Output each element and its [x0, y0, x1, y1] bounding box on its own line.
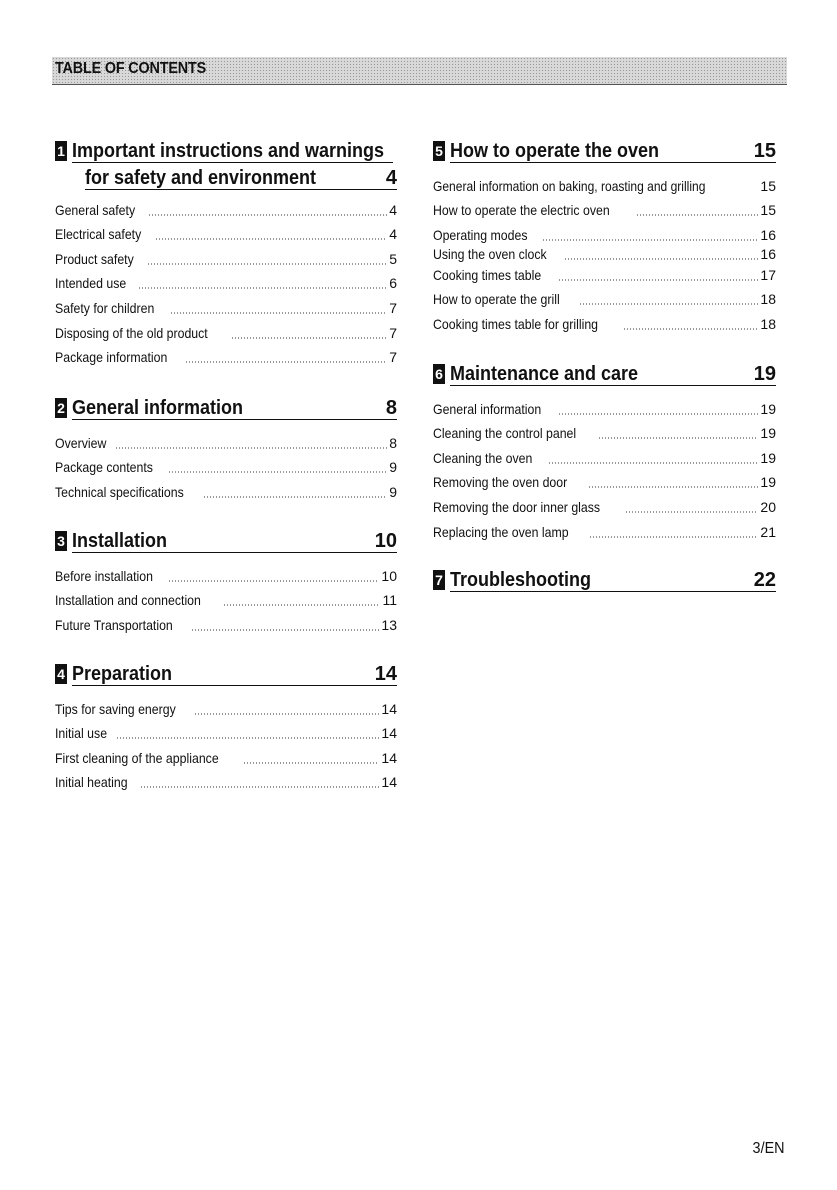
section-page-number: 22 [753, 569, 776, 591]
entry-label: Initial use [55, 725, 108, 742]
toc-entry[interactable] [433, 219, 776, 244]
dot-leader [147, 263, 388, 265]
entry-page: 18 [760, 315, 776, 332]
section-title: How to operate the oven [450, 140, 660, 162]
section-title: Preparation [72, 663, 173, 685]
entry-page: 11 [382, 592, 397, 609]
section-5 [433, 139, 776, 332]
section-number-badge: 5 [433, 141, 445, 161]
entry-page: 19 [760, 474, 776, 491]
entry-label: Package information [55, 349, 168, 366]
section-title: Installation [72, 530, 168, 552]
entry-label: Overview [55, 434, 107, 451]
heading-underline [72, 685, 397, 686]
entry-label: Future Transportation [55, 616, 173, 633]
section-number-badge: 3 [55, 531, 67, 551]
entry-page: 19 [760, 400, 776, 417]
toc-entry[interactable] [55, 317, 397, 342]
section-2 [55, 396, 397, 500]
section-number-badge: 6 [433, 364, 445, 384]
entry-page: 8 [389, 434, 397, 451]
dot-leader [138, 287, 387, 289]
toc-entry[interactable] [55, 767, 397, 792]
entry-label: Electrical safety [55, 226, 142, 243]
toc-entry[interactable] [433, 516, 776, 541]
dot-leader [185, 361, 388, 363]
entry-page: 7 [389, 349, 397, 366]
dot-leader [542, 239, 758, 241]
dot-leader [115, 447, 387, 449]
section-heading[interactable] [433, 362, 776, 389]
dot-leader [223, 604, 381, 606]
entry-label: Safety for children [55, 299, 155, 316]
toc-entry[interactable] [55, 243, 397, 268]
section-title-continued: for safety and environment [85, 167, 317, 189]
toc-title: TABLE OF CONTENTS [55, 60, 207, 77]
entry-page: 13 [381, 616, 397, 633]
section-1 [55, 139, 397, 366]
section-title: Maintenance and care [450, 363, 639, 385]
entry-page: 10 [381, 567, 397, 584]
entry-page: 15 [760, 202, 776, 219]
entry-page: 21 [760, 523, 776, 540]
toc-entry[interactable] [55, 292, 397, 317]
entry-page: 19 [760, 425, 776, 442]
toc-header-bar [52, 57, 787, 85]
toc-entry[interactable] [55, 268, 397, 293]
toc-entry[interactable] [55, 427, 397, 452]
dot-leader [148, 214, 387, 216]
entry-page: 16 [760, 245, 776, 262]
toc-entry[interactable] [55, 693, 397, 718]
entry-label: Initial heating [55, 774, 128, 791]
toc-entry[interactable] [433, 195, 776, 220]
entry-page: 14 [381, 700, 397, 717]
section-heading[interactable] [433, 568, 776, 595]
entry-page: 16 [760, 226, 776, 243]
entry-label: Intended use [55, 275, 127, 292]
entry-label: Cleaning the control panel [433, 425, 577, 442]
dot-leader [194, 713, 379, 715]
entry-page: 20 [760, 498, 776, 515]
entry-label: General safety [55, 201, 136, 218]
entry-label: Using the oven clock [433, 245, 547, 262]
entry-label: Removing the oven door [433, 474, 568, 491]
toc-entry[interactable] [55, 742, 397, 767]
toc-entry[interactable] [433, 284, 776, 309]
toc-entry[interactable] [433, 170, 776, 195]
section-4 [55, 662, 397, 791]
toc-entry[interactable] [433, 393, 776, 418]
section-page-number: 10 [374, 530, 397, 552]
heading-underline [450, 385, 776, 386]
section-page-number: 4 [385, 167, 397, 189]
entry-page: 7 [389, 324, 397, 341]
entry-label: Replacing the oven lamp [433, 523, 569, 540]
entry-label: Package contents [55, 459, 153, 476]
entry-page: 9 [389, 483, 397, 500]
section-3 [55, 529, 397, 633]
dot-leader [623, 328, 759, 330]
dot-leader [625, 511, 759, 513]
section-heading[interactable] [55, 139, 397, 193]
heading-underline [72, 552, 397, 553]
entry-page: 14 [381, 774, 397, 791]
dot-leader [231, 337, 388, 339]
toc-entry[interactable] [55, 219, 397, 244]
dot-leader [558, 279, 758, 281]
dot-leader [243, 762, 379, 764]
entry-page: 5 [389, 250, 397, 267]
toc-entry[interactable] [433, 491, 776, 516]
dot-leader [116, 737, 379, 739]
section-page-number: 8 [385, 397, 397, 419]
entry-page: 7 [389, 299, 397, 316]
toc-entry[interactable] [55, 342, 397, 367]
heading-underline [72, 162, 393, 163]
entry-label: Cooking times table for grilling [433, 315, 599, 332]
toc-entry[interactable] [55, 609, 397, 634]
entry-label: Installation and connection [55, 592, 201, 609]
section-title: Troubleshooting [450, 569, 591, 591]
section-page-number: 15 [753, 140, 776, 162]
heading-underline [450, 162, 776, 163]
dot-leader [564, 258, 758, 260]
heading-underline [85, 189, 397, 190]
heading-underline [450, 591, 776, 592]
entry-label: Cleaning the oven [433, 449, 533, 466]
entry-page: 9 [389, 459, 397, 476]
entry-label: Operating modes [433, 226, 528, 243]
entry-label: Cooking times table [433, 266, 542, 283]
section-number-badge: 2 [55, 398, 67, 418]
dot-leader [170, 312, 387, 314]
entry-page: 18 [760, 291, 776, 308]
entry-page: 6 [389, 275, 397, 292]
toc-entry[interactable] [433, 263, 776, 284]
entry-label: Tips for saving energy [55, 700, 176, 717]
entry-label: Removing the door inner glass [433, 498, 601, 515]
dot-leader [636, 214, 759, 216]
entry-label: Before installation [55, 567, 153, 584]
toc-entry[interactable] [55, 476, 397, 501]
section-number-badge: 7 [433, 570, 445, 590]
dot-leader [579, 303, 758, 305]
dot-leader [191, 629, 380, 631]
section-title: Important instructions and warnings [72, 140, 385, 162]
dot-leader [598, 437, 759, 439]
section-number-badge: 4 [55, 664, 67, 684]
entry-page: 4 [389, 201, 397, 218]
dot-leader [168, 471, 387, 473]
entry-label: How to operate the electric oven [433, 202, 610, 219]
section-heading[interactable] [55, 396, 397, 423]
heading-underline [72, 419, 397, 420]
entry-label: How to operate the grill [433, 291, 560, 308]
toc-entry[interactable] [55, 585, 397, 610]
entry-label: Technical specifications [55, 483, 184, 500]
dot-leader [588, 486, 759, 488]
entry-label: General information [433, 400, 542, 417]
section-7 [433, 568, 776, 595]
entry-label: First cleaning of the appliance [55, 749, 219, 766]
dot-leader [558, 413, 758, 415]
toc-entry[interactable] [433, 442, 776, 467]
toc-entry[interactable] [55, 718, 397, 743]
section-6 [433, 362, 776, 540]
section-title: General information [72, 397, 244, 419]
section-heading[interactable] [55, 529, 397, 556]
toc-entry[interactable] [55, 560, 397, 585]
entry-label: Product safety [55, 250, 134, 267]
entry-label: General information on baking, roasting and grilling [433, 177, 706, 194]
dot-leader [155, 238, 387, 240]
entry-page: 4 [389, 226, 397, 243]
entry-page: 15 [760, 177, 776, 194]
page-number: 3/EN [752, 1140, 785, 1157]
toc-entry[interactable] [433, 244, 776, 263]
section-heading[interactable] [55, 662, 397, 689]
entry-page: 19 [760, 449, 776, 466]
toc-entry[interactable] [55, 194, 397, 219]
dot-leader [548, 462, 759, 464]
entry-label: Disposing of the old product [55, 324, 208, 341]
toc-entry[interactable] [433, 418, 776, 443]
dot-leader [140, 786, 380, 788]
dot-leader [203, 496, 387, 498]
section-number-badge: 1 [55, 141, 67, 161]
entry-page: 17 [760, 266, 776, 283]
toc-entry[interactable] [433, 308, 776, 333]
section-page-number: 19 [753, 363, 776, 385]
dot-leader [589, 536, 758, 538]
entry-page: 14 [381, 725, 397, 742]
section-page-number: 14 [374, 663, 397, 685]
toc-entry[interactable] [55, 452, 397, 477]
section-heading[interactable] [433, 139, 776, 166]
toc-entry[interactable] [433, 467, 776, 492]
entry-page: 14 [381, 749, 397, 766]
dot-leader [168, 580, 379, 582]
